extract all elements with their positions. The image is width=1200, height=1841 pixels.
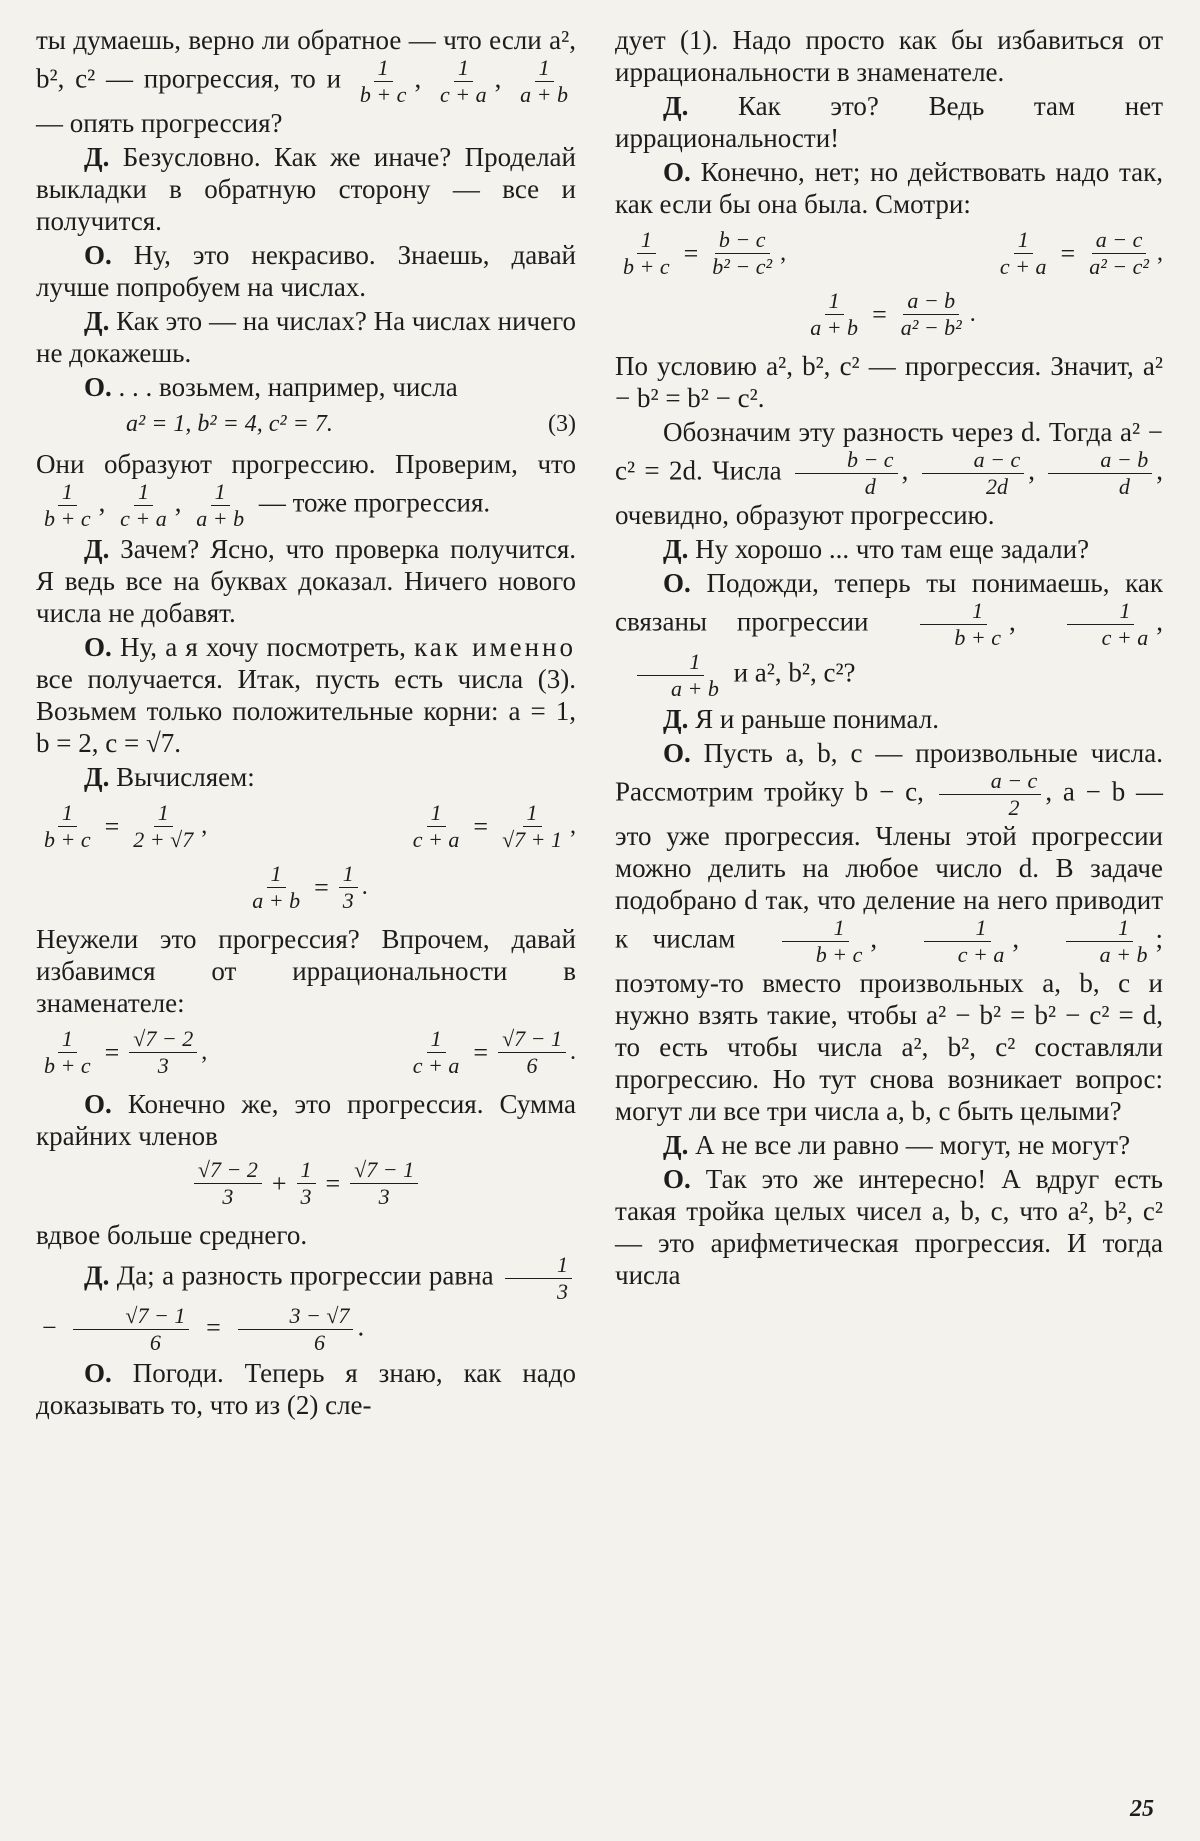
dialogue-text: Погоди. Теперь я знаю, как надо доказывать то, что из (2) сле- [36,1358,576,1420]
fraction: $\frac{1}{b + c}$ [359,55,407,107]
dialogue-line [36,631,576,759]
emphasis-text: как именно [414,632,577,662]
paragraph [36,1219,576,1251]
speaker-label: Д. [84,306,110,336]
speaker-label: Д. [84,762,110,792]
dialogue-text: Вычисляем: [116,762,255,792]
speaker-label: О. [84,1089,112,1119]
speaker-label: Д. [84,1260,110,1291]
speaker-label: Д. [663,91,689,121]
speaker-label: О. [663,1164,691,1194]
equation-3 [36,411,576,438]
speaker-label: Д. [84,142,110,172]
dialogue-text: ; поэтому-то вместо произвольных a, b, c и нужно взять такие, чтобы a² − b² = b² − c² = d, то есть чтобы числа a², b², c² составляли прогрессию. Но тут снова возникает вопрос: могут ли все три числа a, b, c быть целыми? [615,923,1163,1126]
dialogue-text: Конечно, нет; но действовать надо так, как если бы она была. Смотри: [615,157,1163,219]
speaker-label: О. [663,738,691,768]
dialogue-text: Конечно же, это прогрессия. Сумма крайних членов [36,1089,576,1151]
paragraph-text: Они образуют прогрессию. Проверим, что [36,449,576,479]
dialogue-line [615,1129,1163,1161]
paragraph-text: вдвое больше среднего. [36,1220,308,1250]
dialogue-text: . . . возьмем, например, числа [118,372,458,402]
dialogue-text: Как это — на числах? На числах ничего не докажешь. [36,306,576,368]
dialogue-line [36,761,576,793]
dialogue-line [615,1163,1163,1291]
fraction: $\frac{1}{c + a}$ [440,55,487,107]
fractions-expansion: $\frac{1}{b + c}$ = $\frac{b - c}{\text{b² − c²}}$ , $\frac{1}{c + a}$ = $\frac{a - c}{\text{a² − c²}}$ , [623,227,1163,279]
dialogue-line [615,533,1163,565]
speaker-label: Д. [663,534,689,564]
speaker-label: О. [663,157,691,187]
dialogue-text: Да; а разность прогрессии равна [116,1260,494,1291]
dialogue-line [36,239,576,303]
paragraph [36,923,576,1019]
speaker-label: О. [84,240,112,270]
dialogue-text: все получается. Итак, пусть есть числа (3). Возьмем только положительные корни: a = 1, b = 2, c = √7. [36,664,576,758]
paragraph [615,350,1163,414]
paragraph: Они образуют прогрессию. Проверим, что $\frac{1}{b + c}$ , $\frac{1}{c + a}$ , $\frac{1}{a + b}$ — тоже прогрессия. [36,449,576,531]
dialogue-text: Как это? Ведь там нет иррациональности! [615,91,1163,153]
dialogue-line [36,371,576,403]
dialogue-line [36,305,576,369]
dialogue-line: О. Пусть a, b, c — произвольные числа. Рассмотрим тройку b − c, $\frac{a - c}{2}$ , a − b — это уже прогрессия. Члены этой прогрессии можно делить на любое число d. В задаче подобрано d так, что деление на него приводит к числам $\frac{1}{b + c}$ , $\frac{1}{c + a}$ , $\frac{1}{a + b}$ ; поэтому-то вместо произвольных a, b, c и нужно взять такие, чтобы a² − b² = b² − c² = d, то есть чтобы числа a², b², c² составляли прогрессию. Но тут снова возникает вопрос: могут ли все три числа a, b, c быть целыми? [615,738,1164,1126]
speaker-label: О. [663,568,691,598]
page-number: 25 [1130,1796,1154,1822]
fraction: $\frac{1}{c + a}$ [120,479,167,531]
paragraph [615,24,1163,88]
equation-text: a² = 1, b² = 4, c² = 7. [126,411,333,437]
dialogue-text: А не все ли равно — могут, не могут? [695,1130,1131,1160]
dialogue-text: Зачем? Ясно, что проверка получится. Я ведь все на буквах доказал. Ничего нового числа не добавят. [36,534,576,628]
dialogue-text: Так это же интересно! А вдруг есть такая тройка целых чисел a, b, c, что a², b², c² — это арифметическая прогрессия. И тогда числа [615,1164,1163,1290]
sum-equation: $\frac{√7 - 2}{3}$ + $\frac{1}{3}$ = $\frac{√7 - 1}{3}$ [36,1158,576,1209]
dialogue-line [615,90,1163,154]
dialogue-line [36,533,576,629]
dialogue-line [615,703,1163,735]
dialogue-text: Ну, а я хочу посмотреть, [119,632,406,662]
dialogue-line [36,1088,576,1152]
rationalization: $\frac{1}{b + c}$ = $\frac{√7 - 2}{3}$ , $\frac{1}{c + a}$ = $\frac{√7 - 1}{6}$ . [44,1026,576,1078]
fraction: $\frac{1}{a + b}$ [196,479,245,531]
fraction: $\frac{1}{b + c}$ [44,479,91,531]
equation-label: (3) [548,411,576,437]
paragraph-text: Неужели это прогрессия? Впрочем, давай избавимся от иррациональности в знаменателе: [36,924,576,1018]
dialogue-text: Подожди, теперь ты понимаешь, как связаны прогрессии [615,568,1163,637]
speaker-label: О. [84,1358,112,1388]
paragraph-text: Обозначим эту разность через d. Тогда a² − c² = 2d. Числа [615,417,1163,486]
paragraph-text: ты думаешь, верно ли обратное — что если a², b², c² — прогрессия, то и [36,25,576,94]
right-column [615,24,1163,1293]
fraction-expansion-3: $\frac{1}{a + b}$ = $\frac{a - b}{\text{a² − b²}}$ . [810,288,976,340]
dialogue-text: , a − b — это уже прогрессия. Члены этой прогрессии можно делить на любое число d. В задаче подобрано d так, что деление на него приводит к числам [615,776,1164,954]
paragraph-text: — опять прогрессия? [36,108,283,138]
dialogue-text: Пусть a, b, c — произвольные числа. Рассмотрим тройку b − c, [615,738,1163,807]
speaker-label: Д. [663,704,689,734]
paragraph: ты думаешь, верно ли обратное — что если a², b², c² — прогрессия, то и $\frac{1}{b + c}$ , $\frac{1}{c + a}$ , $\frac{1}{a + b}$ — опять прогрессия? [36,25,576,138]
speaker-label: О. [84,372,112,402]
dialogue-text: Безусловно. Как же иначе? Проделай выкладки в обратную сторону — все и получится. [36,142,576,236]
dialogue-line [36,141,576,237]
dialogue-line: Д. Да; а разность прогрессии равна $\frac{1}{3}$ − $\frac{√7 - 1}{6}$ = $\frac{3 - √7}{6}$ . [36,1253,576,1355]
left-column [36,24,576,1423]
dialogue-text: Я и раньше понимал. [695,704,940,734]
paragraph-text: — тоже прогрессия. [258,487,491,518]
fraction: $\frac{1}{a + b}$ [520,55,569,107]
paragraph-text: дует (1). Надо просто как бы избавиться от иррациональности в знаменателе. [615,25,1163,87]
speaker-label: О. [84,632,112,662]
speaker-label: Д. [663,1130,689,1160]
dialogue-line: О. Подожди, теперь ты понимаешь, как связаны прогрессии $\frac{1}{b + c}$ , $\frac{1}{c + a}$ , $\frac{1}{a + b}$ и a², b², c²? [615,568,1163,701]
dialogue-line [36,1357,576,1421]
dialogue-text: Ну хорошо ... что там еще задали? [695,534,1090,564]
dialogue-line [615,156,1163,220]
calculation-1: $\frac{1}{b + c}$ = $\frac{1}{2 + √7}$ , $\frac{1}{c + a}$ = $\frac{1}{√7 + 1}$ , [44,800,576,852]
paragraph-text: По условию a², b², c² — прогрессия. Значит, a² − b² = b² − c². [615,351,1163,413]
speaker-label: Д. [84,534,110,564]
dialogue-text: и a², b², c²? [733,657,856,688]
calculation-2: $\frac{1}{a + b}$ = $\frac{1}{3}$ . [252,861,368,913]
paragraph: Обозначим эту разность через d. Тогда a² − c² = 2d. Числа $\frac{b - c}{d}$ , $\frac{a - c}{2d}$ , $\frac{a - b}{d}$ , очевидно, образуют прогрессию. [615,417,1164,530]
dialogue-text: Ну, это некрасиво. Знаешь, давай лучше попробуем на числах. [36,240,576,302]
paragraph-text: очевидно, образуют прогрессию. [615,500,995,530]
